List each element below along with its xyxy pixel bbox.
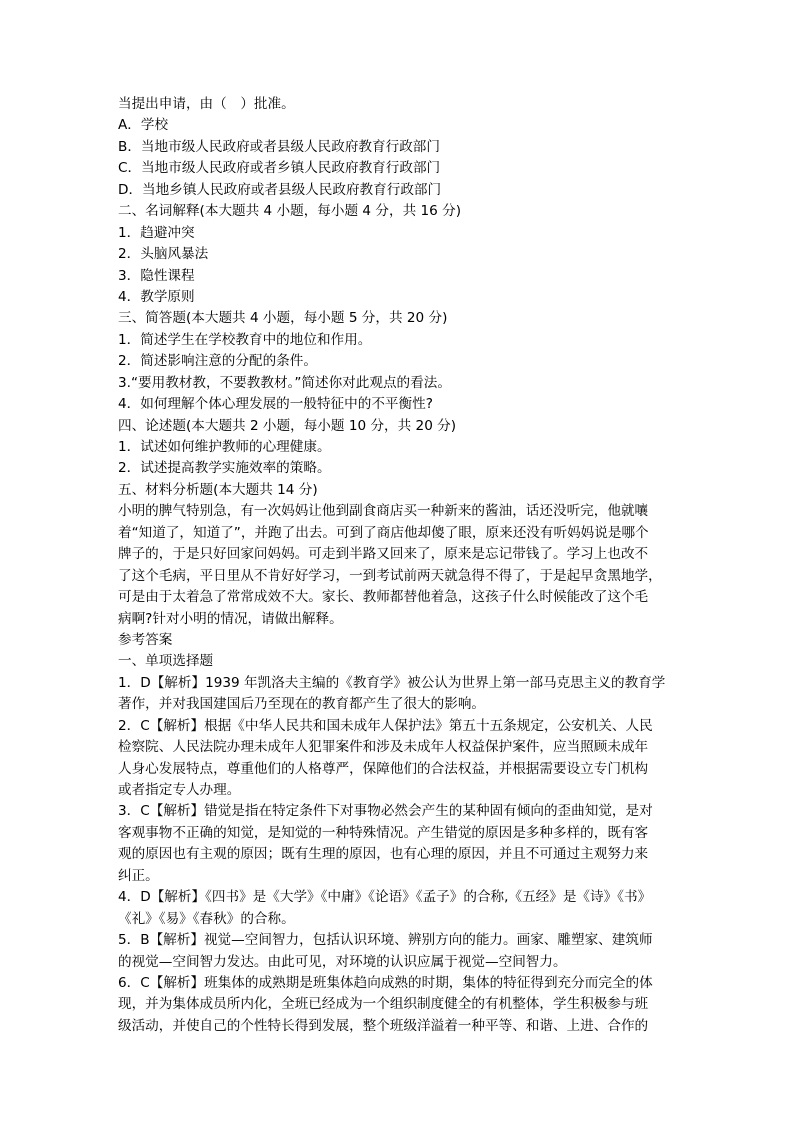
text-line: 1．趋避冲突	[118, 224, 195, 241]
text-line: 《礼》《易》《春秋》的合称。	[118, 910, 295, 927]
text-line: 检察院、人民法院办理未成年人犯罪案件和涉及未成年人权益保护案件，应当照顾未成年	[118, 739, 649, 756]
text-line: 当提出申请，由（ ）批准。	[118, 96, 295, 112]
text-line: 1．试述如何维护教师的心理健康。	[118, 439, 331, 455]
text-line: 4．如何理解个体心理发展的一般特征中的不平衡性?	[118, 396, 433, 413]
text-line: 2．简述影响注意的分配的条件。	[118, 353, 317, 370]
text-line: 3．C【解析】错觉是指在特定条件下对事物必然会产生的某种固有倾向的歪曲知觉，是对	[118, 803, 653, 820]
text-line: A．学校	[118, 117, 169, 134]
text-line: 牌子的，于是只好回家问妈妈。可走到半路又回来了，原来是忘记带钱了。学习上也改不	[118, 546, 649, 563]
text-line: 4．教学原则	[118, 288, 195, 305]
text-line: 五、材料分析题(本大题共 14 分)	[118, 481, 318, 498]
text-line: 1．D【解析】1939 年凯洛夫主编的《教育学》被公认为世界上第一部马克思主义的教育学	[118, 674, 666, 691]
text-line: 2．头脑风暴法	[118, 246, 209, 263]
text-line: 1．简述学生在学校教育中的地位和作用。	[118, 331, 372, 348]
text-line: 一、单项选择题	[118, 653, 214, 670]
text-line: 3．隐性课程	[118, 267, 195, 284]
text-line: 2．试述提高教学实施效率的策略。	[118, 460, 331, 477]
text-line: 着“知道了，知道了”，并跑了出去。可到了商店他却傻了眼，原来还没有听妈妈说是哪个	[118, 524, 649, 541]
text-line: 级活动，并使自己的个性特长得到发展，整个班级洋溢着一种平等、和谐、上进、合作的	[118, 1017, 649, 1034]
text-line: 著作，并对我国建国后乃至现在的教育都产生了很大的影响。	[118, 696, 486, 713]
text-line: 观的原因也有主观的原因；既有生理的原因，也有心理的原因，并且不可通过主观努力来	[118, 846, 649, 863]
text-line: 的视觉—空间智力发达。由此可见，对环境的认识应属于视觉—空间智力。	[118, 953, 567, 970]
text-line: 2．C【解析】根据《中华人民共和国未成年人保护法》第五十五条规定，公安机关、人民	[118, 717, 653, 734]
text-line: B．当地市级人民政府或者县级人民政府教育行政部门	[118, 138, 440, 155]
text-line: 二、名词解释(本大题共 4 小题，每小题 4 分，共 16 分)	[118, 203, 462, 220]
document-page	[118, 94, 688, 1037]
text-line: 小明的脾气特别急，有一次妈妈让他到副食商店买一种新来的酱油，话还没听完，他就嚷	[118, 503, 649, 520]
text-line: 参考答案	[118, 631, 173, 648]
text-line: 现，并为集体成员所内化，全班已经成为一个组织制度健全的有机整体，学生积极参与班	[118, 996, 649, 1013]
text-line: 5．B【解析】视觉—空间智力，包括认识环境、辨别方向的能力。画家、雕塑家、建筑师	[118, 932, 653, 949]
text-line: 纠正。	[118, 867, 159, 884]
text-line: 或者指定专人办理。	[118, 782, 241, 798]
text-line: 病啊?针对小明的情况，请做出解释。	[118, 610, 343, 627]
text-line: 四、论述题(本大题共 2 小题，每小题 10 分，共 20 分)	[118, 417, 457, 434]
text-line: 3.“要用教材教，不要教教材。”简述你对此观点的看法。	[118, 374, 451, 391]
text-line: 4．D【解析】《四书》是《大学》《中庸》《论语》《孟子》的合称,《五经》是《诗》《书》	[118, 889, 652, 906]
text-line: 可是由于太着急了常常成效不大。家长、教师都替他着急，这孩子什么时候能改了这个毛	[118, 589, 649, 606]
text-line: 三、简答题(本大题共 4 小题，每小题 5 分，共 20 分)	[118, 310, 448, 327]
text-line: 人身心发展特点，尊重他们的人格尊严，保障他们的合法权益，并根据需要设立专门机构	[118, 760, 649, 777]
text-line: C．当地市级人民政府或者乡镇人民政府教育行政部门	[118, 160, 441, 177]
text-line: 客观事物不正确的知觉，是知觉的一种特殊情况。产生错觉的原因是多种多样的，既有客	[118, 824, 649, 841]
text-line: D．当地乡镇人民政府或者县级人民政府教育行政部门	[118, 181, 442, 198]
text-line: 了这个毛病，平日里从不肯好好学习，一到考试前两天就急得不得了，于是起早贪黑地学，	[118, 567, 662, 584]
text-line: 6．C【解析】班集体的成熟期是班集体趋向成熟的时期，集体的特征得到充分而完全的体	[118, 974, 653, 991]
